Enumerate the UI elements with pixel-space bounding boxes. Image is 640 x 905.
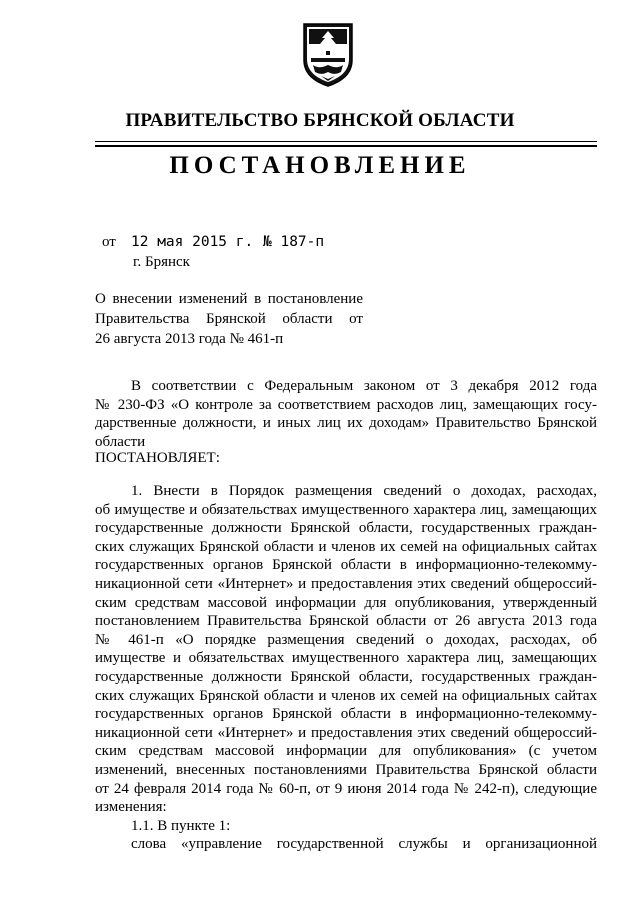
document-type-title: ПОСТАНОВЛЕНИЕ [169,152,471,179]
preamble-line: В соответствии с Федеральным законом от 3 декабря 2012 года [131,378,597,394]
decree-word: ПОСТАНОВЛЯЕТ: [95,450,220,466]
item-1-paragraph [95,482,597,854]
document-city: г. Брянск [133,254,190,270]
government-title: ПРАВИТЕЛЬСТВО БРЯНСКОЙ ОБЛАСТИ [125,110,515,131]
item-line: ским средствам массовой информации для опубликования, утвержденный [95,594,597,611]
item-line: ских служащих Брянской области и членов их семей на официальных сайтах [95,538,597,555]
preamble-line: области [95,433,146,450]
item-line: государственные должности Брянской области, государственных граждан- [95,520,597,537]
item-line: 1. Внести в Порядок размещения сведений о доходах, расходах, [131,483,597,499]
subject-line: О внесении изменений в постановление [95,291,363,307]
item-line: от 24 февраля 2014 года № 60-п, от 9 июня 2014 года № 242-п), следующие [95,780,597,797]
subject-line: 26 августа 2013 года № 461-п [95,331,284,347]
preamble-paragraph [95,377,597,451]
item-line: слова «управление государственной службы и организационной [131,836,597,853]
header-divider-thin [95,141,597,142]
item-line: ским средствам массовой информации для опубликования» (с учетом [95,743,597,760]
item-line: об имуществе и обязательствах имущественного характера лиц, замещающих [95,501,597,518]
document-number: № 187-п [263,234,325,250]
item-line: изменения: [95,799,167,816]
coat-of-arms-icon [301,22,355,88]
item-line: изменений, внесенных постановлениями Правительства Брянской области [95,761,597,778]
item-line: государственных органов Брянской области в информационно-телекомму- [95,557,597,574]
item-line: государственные должности Брянской области, государственных граждан- [95,668,597,685]
document-subject [95,289,363,349]
preamble-line: дарственные должности, и иных лиц их доходам» Правительство Брянской [95,415,597,432]
subject-line: Правительства Брянской области от [95,311,363,327]
item-line: ских служащих Брянской области и членов их семей на официальных сайтах [95,687,597,704]
date-from-label: от [102,234,116,250]
item-line: никационной сети «Интернет» и предоставления этих сведений общероссий- [95,724,597,741]
document-date: 12 мая 2015 г. [131,234,254,250]
item-line: 1.1. В пункте 1: [131,817,231,834]
item-line: никационной сети «Интернет» и предоставления этих сведений общероссий- [95,575,597,592]
item-line: № 461-п «О порядке размещения сведений о доходах, расходах, об [95,631,597,648]
header-divider-thick [95,145,597,147]
item-line: государственных органов Брянской области в информационно-телекомму- [95,706,597,723]
item-line: постановлением Правительства Брянской области от 26 августа 2013 года [95,613,597,630]
item-line: имуществе и обязательствах имущественного характера лиц, замещающих [95,650,597,667]
preamble-line: № 230-ФЗ «О контроле за соответствием расходов лиц, замещающих госу- [95,396,597,413]
